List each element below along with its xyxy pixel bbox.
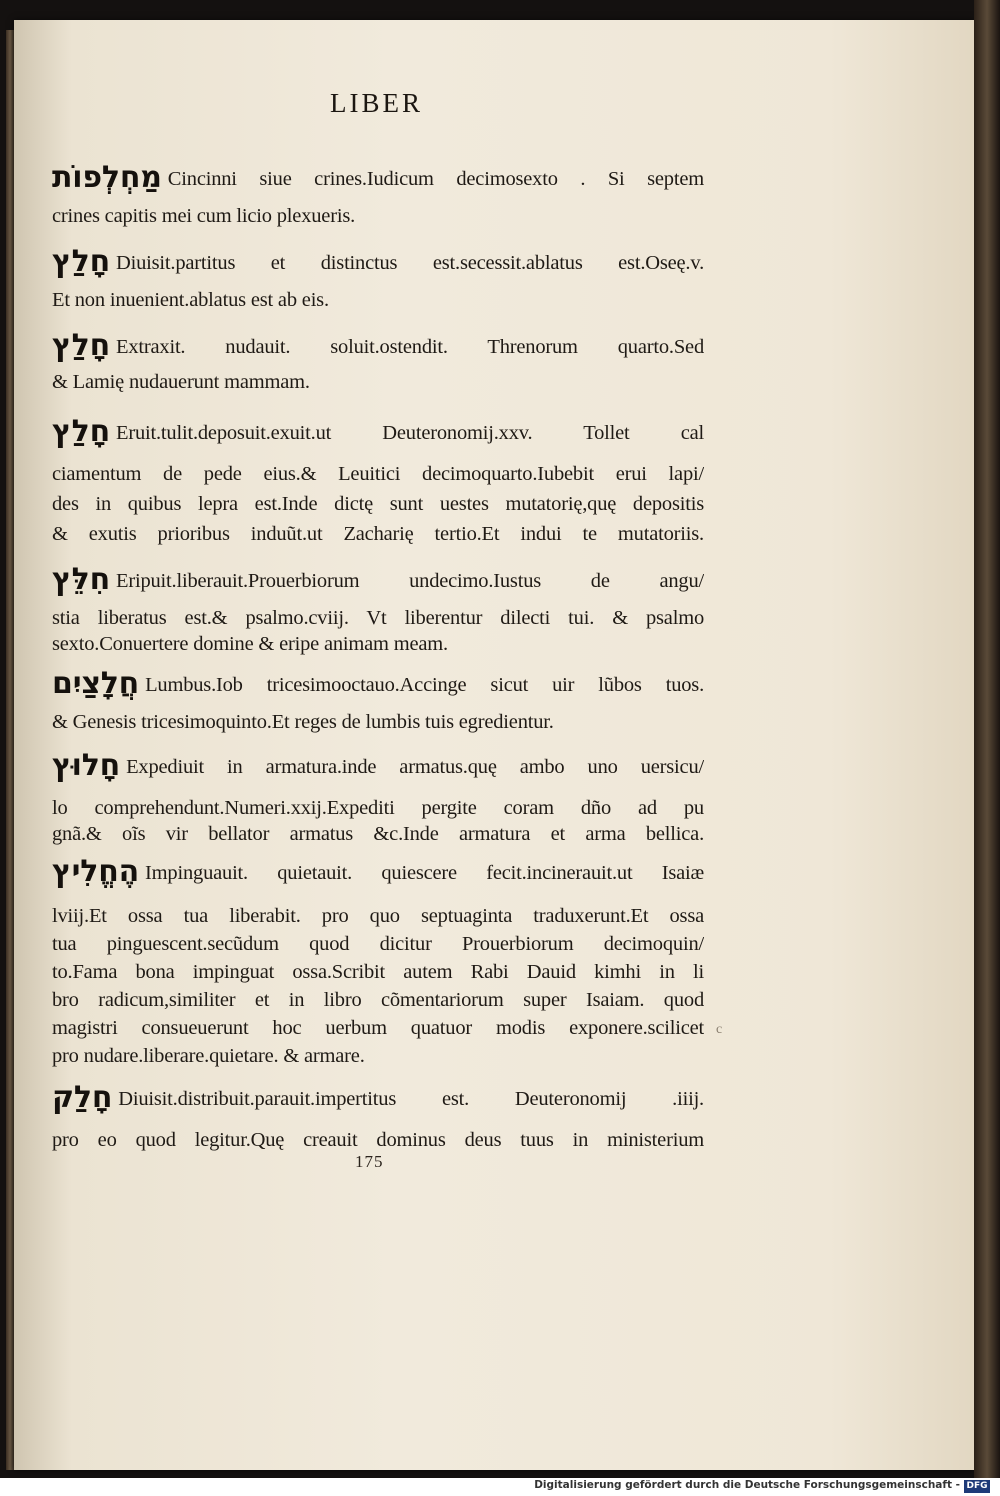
- hebrew-headword: חָלַק: [52, 1080, 113, 1115]
- entry-line: [52, 664, 704, 704]
- hebrew-headword: חָלוּץ: [52, 748, 121, 783]
- entry-text: Diuisit.partitus et distinctus est.secessit.ablatus est.Oseę.v.: [116, 252, 704, 274]
- entry-line: & Genesis tricesimoquinto.Et reges de lumbis tuis egredientur.: [52, 711, 554, 733]
- entry-line: [52, 158, 704, 198]
- entry-line: pro nudare.liberare.quietare. & armare.: [52, 1045, 365, 1067]
- entry-line: des in quibus lepra est.Inde dictę sunt uestes mutatorię,quę depositis: [52, 493, 704, 515]
- entry-line: lviij.Et ossa tua liberabit. pro quo septuaginta traduxerunt.Et ossa: [52, 905, 704, 927]
- hebrew-headword: חִלֵּץ: [52, 562, 110, 597]
- entry-text: Cincinni siue crines.Iudicum decimosexto . Si septem: [167, 168, 704, 190]
- entry-line: to.Fama bona impinguat ossa.Scribit autem Rabi Dauid kimhi in li: [52, 961, 704, 983]
- entry-text: Diuisit.distribuit.parauit.impertitus est. Deuteronomij .iiij.: [118, 1088, 704, 1110]
- entry-text: Lumbus.Iob tricesimooctauo.Accinge sicut uir lũbos tuos.: [145, 674, 704, 696]
- entry-line: [52, 746, 704, 786]
- entry-line: sexto.Conuertere domine & eripe animam meam.: [52, 633, 448, 655]
- running-head: LIBER: [330, 88, 423, 118]
- hebrew-headword: הֶחֱלִיץ: [52, 854, 140, 889]
- hebrew-headword: חָלַץ: [52, 244, 110, 279]
- entry-line: & exutis prioribus induũt.ut Zacharię tertio.Et indui te mutatoriis.: [52, 523, 704, 545]
- digitization-footer: [0, 1478, 1000, 1496]
- entry-line: ciamentum de pede eius.& Leuitici decimoquarto.Iubebit erui lapi/: [52, 463, 704, 485]
- hebrew-headword: חָלַץ: [52, 328, 110, 363]
- entry-text: Eruit.tulit.deposuit.exuit.ut Deuteronomij.xxv. Tollet cal: [116, 422, 704, 444]
- entry-line: Et non inuenient.ablatus est ab eis.: [52, 289, 329, 311]
- hebrew-headword: מַחְלְפוֹת: [52, 160, 162, 195]
- entry-line: lo comprehendunt.Numeri.xxij.Expediti pergite coram dño ad pu: [52, 797, 704, 819]
- entry-line: magistri consueuerunt hoc uerbum quatuor modis exponere.scilicet: [52, 1017, 704, 1039]
- entry-line: [52, 852, 704, 892]
- dfg-logo: DFG: [964, 1480, 990, 1493]
- book-page: [14, 20, 974, 1470]
- entry-line: tua pinguescent.secũdum quod dicitur Prouerbiorum decimoquin/: [52, 933, 704, 955]
- entry-line: pro eo quod legitur.Quę creauit dominus deus tuus in ministerium: [52, 1129, 704, 1151]
- entry-line: gnã.& oĩs vir bellator armatus &c.Inde armatura et arma bellica.: [52, 823, 704, 845]
- entry-line: & Lamię nudauerunt mammam.: [52, 371, 310, 393]
- hebrew-headword: חֲלָצַיִם: [52, 666, 140, 701]
- entry-line: [52, 412, 704, 452]
- entry-text: Eripuit.liberauit.Prouerbiorum undecimo.Iustus de angu/: [116, 570, 704, 592]
- entry-line: [52, 560, 704, 600]
- entry-line: [52, 242, 704, 282]
- page-number: 175: [355, 1152, 384, 1171]
- entry-line: stia liberatus est.& psalmo.cviij. Vt liberentur dilecti tui. & psalmo: [52, 607, 704, 629]
- entry-text: Impinguauit. quietauit. quiescere fecit.incinerauit.ut Isaiæ: [145, 862, 704, 884]
- margin-mark: c: [716, 1022, 723, 1037]
- binding-edge: [974, 0, 1000, 1478]
- entry-text: Extraxit. nudauit. soluit.ostendit. Threnorum quarto.Sed: [116, 336, 704, 358]
- entry-line: crines capitis mei cum licio plexueris.: [52, 205, 356, 227]
- entry-line: [52, 1078, 704, 1118]
- entry-line: bro radicum,similiter et in libro cõmentariorum super Isaiam. quod: [52, 989, 704, 1011]
- entry-text: Expediuit in armatura.inde armatus.quę ambo uno uersicu/: [126, 756, 704, 778]
- funding-credit: Digitalisierung gefördert durch die Deutsche Forschungsgemeinschaft -: [534, 1479, 960, 1491]
- hebrew-headword: חָלַץ: [52, 414, 110, 449]
- entry-line: [52, 326, 704, 366]
